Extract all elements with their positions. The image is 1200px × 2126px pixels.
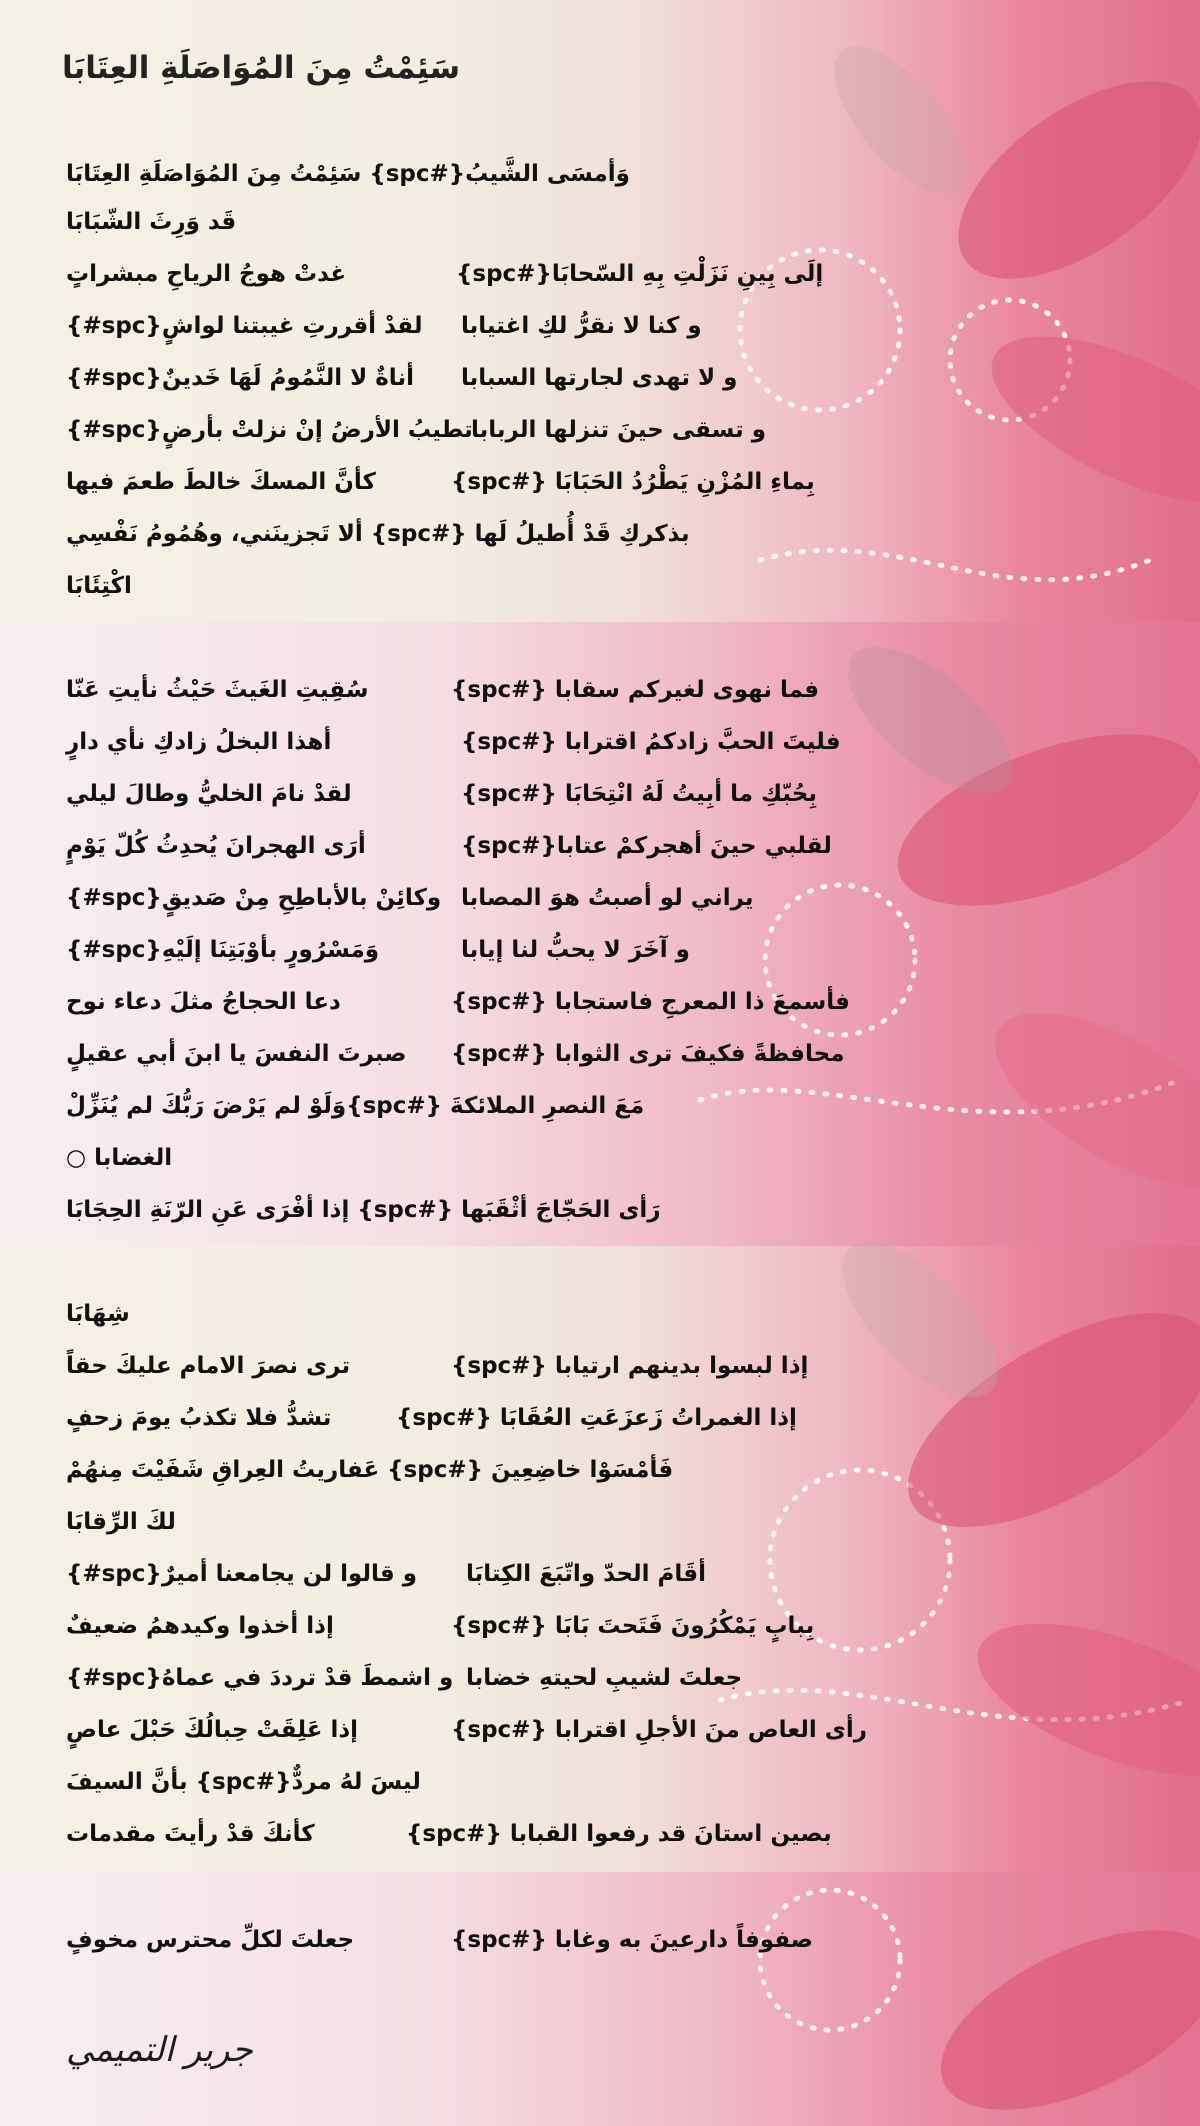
poem-verse-2-1 [66, 672, 866, 708]
verse-hemistich-right: {#spc}و قالوا لن يجامعنا أميرٌ [66, 1561, 418, 1587]
poem-verse-2-2 [66, 724, 866, 760]
poem-verse-1-4 [66, 308, 866, 344]
verse-hemistich-left: بِبابٍ يَمْكُرُونَ فَتَحتَ بَابَا {#spc} [451, 1613, 815, 1639]
verse-hemistich-left: إذا لبسوا بدينهم ارتيابا {#spc} [451, 1353, 809, 1379]
verse-hemistich-right: {#spc}لقدْ أقررتِ غيبتنا لواشٍ [66, 313, 423, 339]
verse-hemistich-left: يراني لو أصبتُ هوَ المصابا [461, 885, 754, 911]
verse-hemistich-right: جعلتَ لكلِّ محترس مخوفٍ [66, 1927, 355, 1953]
poem-line-2-9: مَعَ النصرِ الملائكةَ {#spc}وَلَوْ لم يَرْضَ رَبُّكَ لم يُنَزِّلْ [66, 1093, 645, 1119]
verse-hemistich-left: فأسمعَ ذا المعرجِ فاستجابا {#spc} [451, 989, 850, 1015]
poem-line-1-8: بذكركِ قَدْ أُطيلُ لَها {#spc} ألا تَجزينَني، وهُمُومُ نَفْسِي [66, 521, 690, 547]
verse-hemistich-right: لقدْ نامَ الخليُّ وطالَ ليلي [66, 781, 352, 807]
verse-hemistich-left: إذا الغمراتُ زَعزَعَتِ العُقَابَا {#spc} [396, 1405, 797, 1431]
verse-hemistich-right: غدتْ هوجُ الرياحِ مبشراتٍ [66, 261, 347, 287]
poem-verse-3-8 [66, 1660, 866, 1696]
poem-verse-2-8 [66, 1036, 866, 1072]
verse-hemistich-right: {#spc}وَمَسْرُورٍ بأوْبَتِنَا إلَيْهِ [66, 937, 380, 963]
poem-verse-2-4 [66, 828, 866, 864]
verse-hemistich-right: أهذا البخلُ زادكِ نأي دارٍ [66, 729, 332, 755]
verse-hemistich-left: صفوفاً دارعينَ به وغابا {#spc} [451, 1927, 813, 1953]
poem-verse-3-11 [66, 1816, 866, 1852]
verse-hemistich-left: رأى العاص منَ الأجلِ اقترابا {#spc} [451, 1717, 867, 1743]
verse-hemistich-left: جعلتَ لشيبِ لحيتهِ خضابا [466, 1665, 743, 1691]
poem-line-1-2: قَد وَرِثَ الشّبَابَا [66, 209, 237, 235]
poet-signature: جرير التميمي [66, 2030, 253, 2070]
verse-hemistich-left: فما نهوى لغيركم سقابا {#spc} [451, 677, 820, 703]
poem-verse-4-1 [66, 1922, 866, 1958]
poem-verse-3-3 [66, 1400, 866, 1436]
poem-verse-3-7 [66, 1608, 866, 1644]
verse-hemistich-right: كأنَّ المسكَ خالطَ طعمَ فيها [66, 469, 376, 495]
poem-verse-2-3 [66, 776, 866, 812]
verse-hemistich-left: أقَامَ الحدّ واتّبَعَ الكِتابَا [466, 1561, 706, 1587]
verse-hemistich-right: صبرتَ النفسَ يا ابنَ أبي عقيلٍ [66, 1041, 407, 1067]
verse-hemistich-left: بِماءِ المُزْنِ يَطْرُدُ الحَبَابَا {#spc} [451, 469, 815, 495]
poem-title: سَئِمْتُ مِنَ المُوَاصَلَةِ العِتَابَا [62, 50, 461, 86]
verse-hemistich-right: إذا عَلِقَتْ حِبالُكَ حَبْلَ عاصٍ [66, 1717, 359, 1743]
poem-verse-1-3 [66, 256, 866, 292]
verse-hemistich-left: إلَى بِينِ نَزَلْتِ بِهِ السّحابَا{#spc} [456, 261, 824, 287]
poem-verse-1-7 [66, 464, 866, 500]
verse-hemistich-left: محافظةً فكيفَ ترى الثوابا {#spc} [451, 1041, 845, 1067]
poem-line-2-10: الغضابا ○ [66, 1145, 173, 1171]
verse-hemistich-right: سُقِيتِ الغَيثَ حَيْثُ نأيتِ عَنّا [66, 677, 369, 703]
poem-verse-3-6 [66, 1556, 866, 1592]
verse-hemistich-left: و تسقى حينَ تنزلها الربابا [471, 417, 767, 443]
poem-verse-2-6 [66, 932, 866, 968]
verse-hemistich-right: أرَى الهجرانَ يُحدِثُ كُلّ يَوْمٍ [66, 833, 366, 859]
verse-hemistich-left: و لا تهدى لجارتها السبابا [461, 365, 738, 391]
verse-hemistich-right: ترى نصرَ الامام عليكَ حقاً [66, 1353, 351, 1379]
poem-line-3-10: ليسَ لهُ مردٌّ{#spc} بأنَّ السيفَ [66, 1769, 421, 1795]
verse-hemistich-right: إذا أخذوا وكيدهمُ ضعيفٌ [66, 1613, 334, 1639]
poem-verse-3-2 [66, 1348, 866, 1384]
verse-hemistich-left: لقلبي حينَ أهجركمْ عتابا{#spc} [461, 833, 832, 859]
poem-line-1-1: وَأمسَى الشَّيبُ{#spc} سَئِمْتُ مِنَ المُوَاصَلَةِ العِتَابَا [66, 161, 630, 187]
verse-hemistich-right: كأنكَ قدْ رأيتَ مقدمات [66, 1821, 315, 1847]
verse-hemistich-right: {#spc}و اشمطَ قدْ ترددَ في عماهُ [66, 1665, 454, 1691]
poem-line-3-5: لكَ الرِّقابَا [66, 1509, 176, 1535]
verse-hemistich-right: {#spc}أناةٌ لا النَّمُومُ لَهَا خَدينٌ [66, 365, 414, 391]
poem-line-1-9: اكْتِئَابَا [66, 573, 132, 599]
poem-verse-3-9 [66, 1712, 886, 1748]
verse-hemistich-right: دعا الحجاجُ مثلَ دعاء نوح [66, 989, 341, 1015]
verse-hemistich-left: بِحُبّكِ ما أبِيتُ لَهُ انْتِحَابَا {#spc} [461, 781, 817, 807]
poem-line-2-11: رَأى الحَجّاجَ أثْقَبَها {#spc} إذا أفْرَى عَنِ الرّنَةِ الحِجَابَا [66, 1197, 661, 1223]
poem-verse-1-6 [66, 412, 886, 448]
verse-hemistich-right: تشدُّ فلا تكذبُ يومَ زحفٍ [66, 1405, 332, 1431]
verse-hemistich-left: و كنا لا نقرُّ لكِ اغتيابا [461, 313, 702, 339]
verse-hemistich-right: {#spc}تطيبُ الأرضُ إنْ نزلتْ بأرضٍ [66, 417, 473, 443]
poem-verse-2-7 [66, 984, 866, 1020]
verse-hemistich-left: فليتَ الحبَّ زادكمُ اقترابا {#spc} [461, 729, 841, 755]
poem-verse-1-5 [66, 360, 866, 396]
verse-hemistich-left: و آخَرَ لا يحبُّ لنا إيابا [461, 937, 690, 963]
verse-hemistich-left: بصين استانَ قد رفعوا القبابا {#spc} [406, 1821, 832, 1847]
verse-hemistich-right: {#spc}وكائِنْ بالأباطِحِ مِنْ صَديقٍ [66, 885, 442, 911]
poem-line-3-4: فَأمْسَوْا خاضِعِينَ {#spc} عَفاريتُ العِراقِ شَفَيْتَ مِنهُمْ [66, 1457, 674, 1483]
poem-verse-2-5 [66, 880, 866, 916]
poem-line-3-1: شِهَابَا [66, 1301, 130, 1327]
